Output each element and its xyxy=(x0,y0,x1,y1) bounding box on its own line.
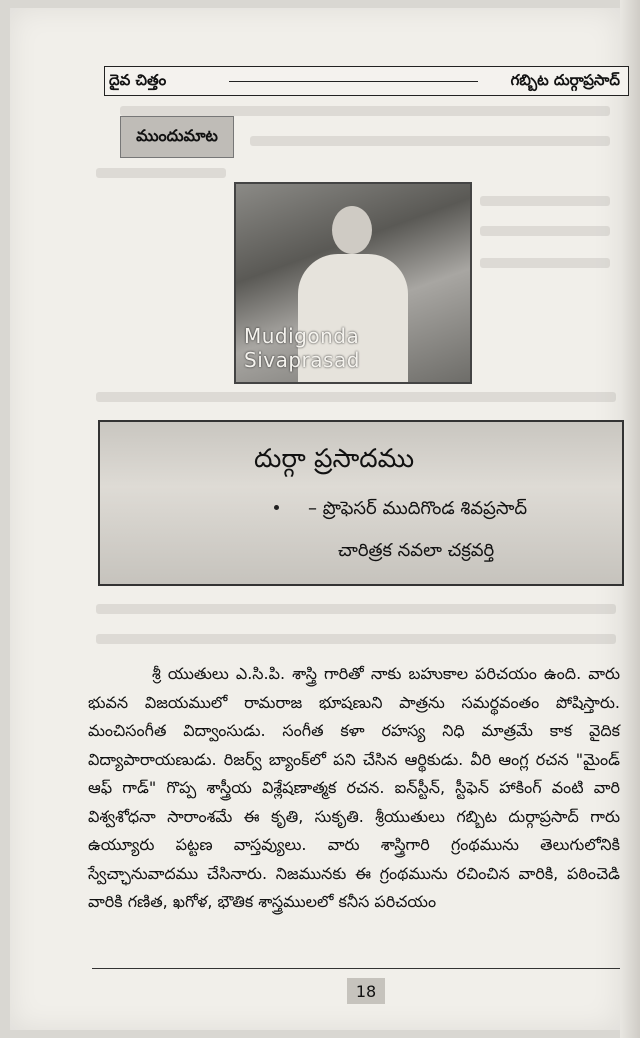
bleed-through-line xyxy=(96,168,226,178)
bleed-through-line xyxy=(250,136,610,146)
section-tag: ముందుమాట xyxy=(120,116,234,158)
author-line: – ప్రొఫెసర్ ముదిగొండ శివప్రసాద్ xyxy=(308,498,528,519)
running-header xyxy=(104,66,629,96)
piece-title: దుర్గా ప్రసాదము xyxy=(254,444,415,474)
bleed-through-line xyxy=(96,634,616,644)
bleed-through-line xyxy=(96,604,616,614)
bleed-through-line xyxy=(480,258,610,268)
header-left-title: దైవ చిత్తం xyxy=(109,71,167,89)
page-number: 18 xyxy=(347,978,385,1004)
bleed-through-line xyxy=(120,106,610,116)
body-text xyxy=(88,660,620,917)
photo-figure-head xyxy=(332,206,372,254)
bleed-through-line xyxy=(96,392,616,402)
header-rule xyxy=(229,81,478,82)
bleed-through-line xyxy=(480,226,610,236)
author-honor: చారిత్రక నవలా చక్రవర్తి xyxy=(338,540,495,561)
author-photo xyxy=(234,182,472,384)
title-box xyxy=(98,420,624,586)
photo-caption: Mudigonda Sivaprasad xyxy=(244,324,360,372)
bullet-dot xyxy=(274,505,279,510)
header-right-title: గబ్బిట దుర్గాప్రసాద్ xyxy=(510,71,620,89)
bleed-through-line xyxy=(480,196,610,206)
footer-rule xyxy=(92,968,620,969)
body-paragraph: శ్రీ యుతులు ఎ.సి.పి. శాస్త్రి గారితో నాకు బహుకాల పరిచయం ఉంది. వారు భువన విజయములో రామరాజ భూషణుని పాత్రను సమర్థవంతం పోషిస్తారు. మంచిసంగీత విద్వాంసుడు. సంగీత కళా రహస్య నిధి మాత్రమే కాక వైదిక విద్యాపారాయణుడు. రిజర్వ్ బ్యాంక్‌లో పని చేసిన ఆర్థికుడు. వీరి ఆంగ్ల రచన "మైండ్ ఆఫ్ గాడ్" గొప్ప శాస్త్రీయ విశ్లేషణాత్మక రచన. ఐన్‌స్టీన్, స్టీఫెన్ హాకింగ్ వంటి వారి విశ్వశోధనా సారాంశమే ఈ కృతి, సుకృతి. శ్రీయుతులు గబ్బిట దుర్గాప్రసాద్ గారు ఉయ్యూరు పట్టణ వాస్తవ్యులు. వారు శాస్త్రిగారి గ్రంథమును తెలుగులోనికి స్వేచ్ఛానువాదము చేసినారు. నిజమునకు ఈ గ్రంథమును రచించిన వారికి, పఠించెడి వారికి గణిత, ఖగోళ, భౌతిక శాస్త్రములలో కనీస పరిచయం xyxy=(88,664,620,911)
